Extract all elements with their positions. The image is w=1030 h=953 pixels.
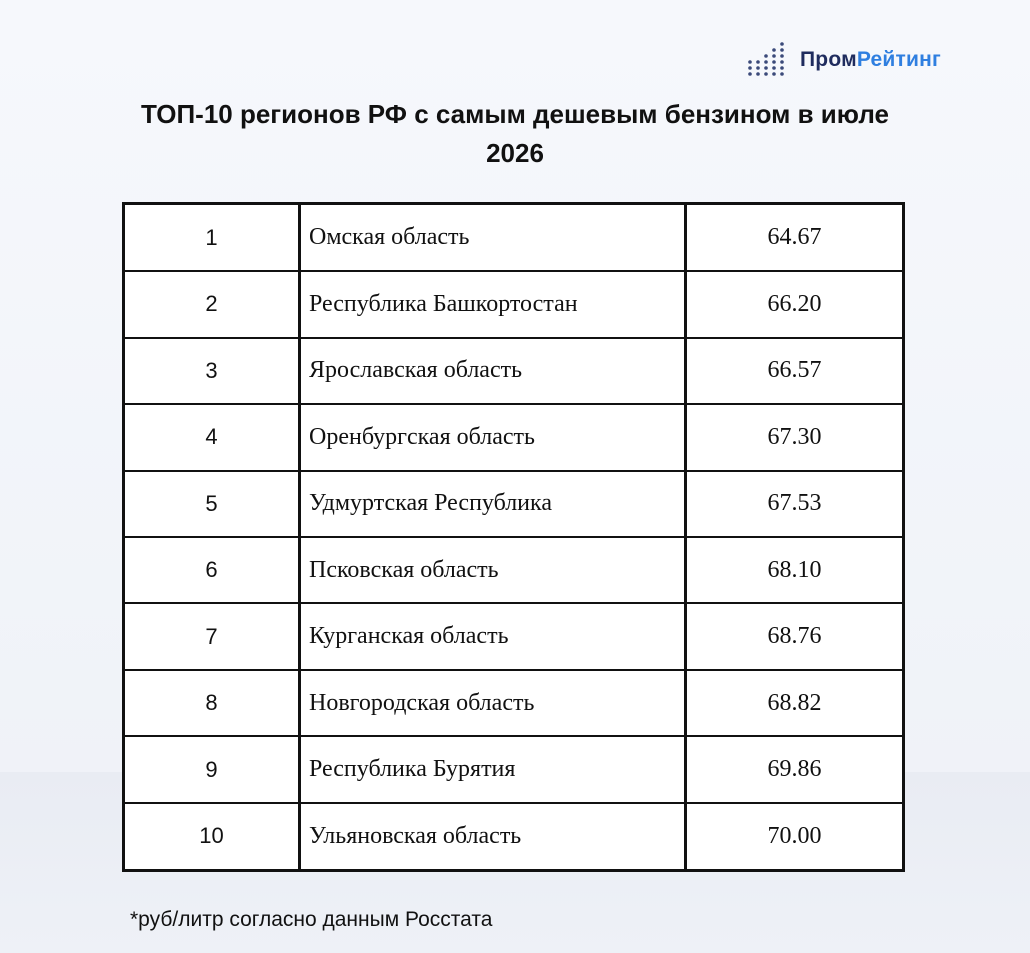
- table-row: [124, 603, 904, 669]
- region-cell: Ульяновская область: [300, 803, 686, 871]
- region-cell: Оренбургская область: [300, 404, 686, 470]
- table-row: [124, 803, 904, 871]
- rank-cell: 8: [124, 670, 300, 736]
- region-cell: Новгородская область: [300, 670, 686, 736]
- price-cell: 64.67: [686, 204, 904, 272]
- table-row: [124, 670, 904, 736]
- rank-cell: 10: [124, 803, 300, 871]
- region-cell: Удмуртская Республика: [300, 471, 686, 537]
- rank-cell: 4: [124, 404, 300, 470]
- ranking-table: [122, 202, 905, 872]
- table-row: [124, 471, 904, 537]
- price-cell: 68.82: [686, 670, 904, 736]
- table-row: [124, 404, 904, 470]
- price-cell: 70.00: [686, 803, 904, 871]
- rank-cell: 1: [124, 204, 300, 272]
- table-row: [124, 204, 904, 272]
- logo-text: [800, 48, 941, 72]
- price-cell: 68.76: [686, 603, 904, 669]
- logo-text-part2: Рейтинг: [856, 48, 941, 71]
- footnote: *руб/литр согласно данным Росстата: [130, 908, 493, 931]
- price-cell: 67.30: [686, 404, 904, 470]
- table-row: [124, 736, 904, 802]
- region-cell: Псковская область: [300, 537, 686, 603]
- price-cell: 66.57: [686, 338, 904, 404]
- logo-text-part1: Пром: [800, 48, 857, 71]
- price-cell: 67.53: [686, 471, 904, 537]
- region-cell: Курганская область: [300, 603, 686, 669]
- region-cell: Республика Бурятия: [300, 736, 686, 802]
- region-cell: Ярославская область: [300, 338, 686, 404]
- price-cell: 66.20: [686, 271, 904, 337]
- region-cell: Республика Башкортостан: [300, 271, 686, 337]
- rank-cell: 7: [124, 603, 300, 669]
- price-cell: 68.10: [686, 537, 904, 603]
- table-row: [124, 537, 904, 603]
- table-row: [124, 271, 904, 337]
- rank-cell: 2: [124, 271, 300, 337]
- rank-cell: 3: [124, 338, 300, 404]
- table-row: [124, 338, 904, 404]
- price-cell: 69.86: [686, 736, 904, 802]
- region-cell: Омская область: [300, 204, 686, 272]
- rank-cell: 6: [124, 537, 300, 603]
- chart-title: ТОП-10 регионов РФ с самым дешевым бензином в июле 2026: [141, 99, 889, 168]
- bar-dots-icon: [746, 40, 790, 80]
- promreyting-logo: [746, 40, 941, 80]
- rank-cell: 9: [124, 736, 300, 802]
- rank-cell: 5: [124, 471, 300, 537]
